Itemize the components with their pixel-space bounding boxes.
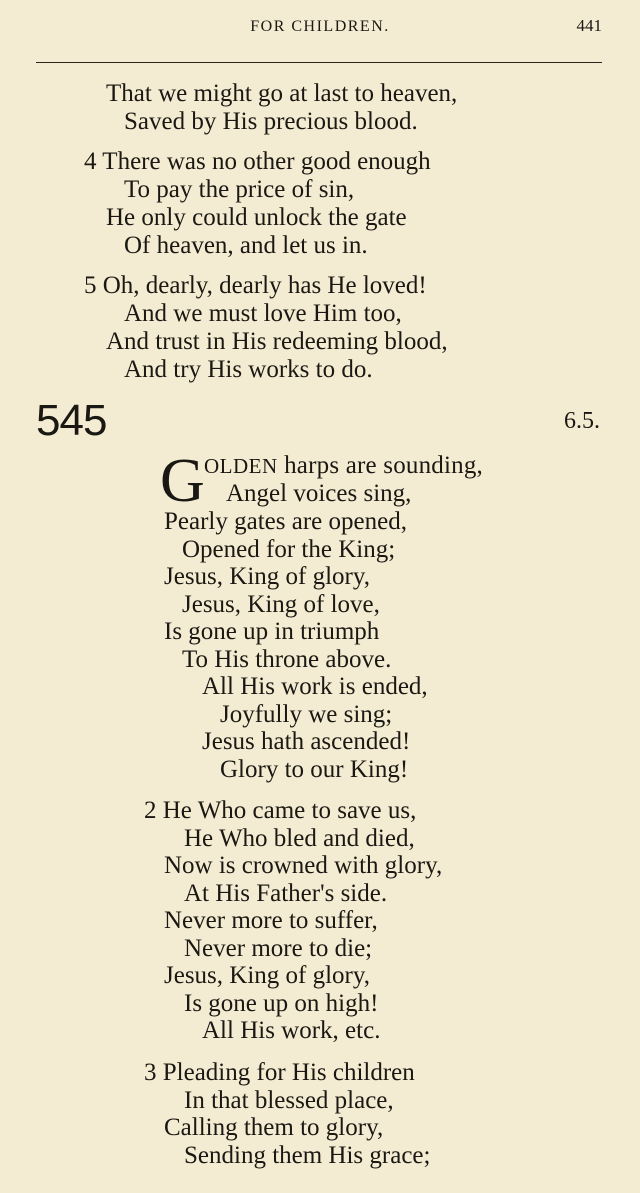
- verse-line: Of heaven, and let us in.: [124, 232, 368, 259]
- verse-line: Is gone up in triumph: [164, 618, 380, 645]
- verse-line: Glory to our King!: [220, 756, 409, 783]
- hymn-meter: 6.5.: [564, 408, 600, 434]
- verse-line: Angel voices sing,: [226, 480, 412, 507]
- running-header: FOR CHILDREN.: [250, 18, 390, 35]
- verse-line: 4 There was no other good enough: [84, 148, 431, 175]
- verse-line: To His throne above.: [182, 646, 392, 673]
- header-rule: [36, 62, 602, 63]
- verse-line: At His Father's side.: [184, 880, 388, 907]
- verse-line: Joyfully we sing;: [220, 701, 393, 728]
- first-line-rest: harps are sounding,: [277, 452, 483, 479]
- verse-line: Pearly gates are opened,: [164, 508, 407, 535]
- verse-line: Is gone up on high!: [184, 990, 379, 1017]
- verse-line: And trust in His redeeming blood,: [106, 328, 448, 355]
- verse-line: Opened for the King;: [182, 536, 396, 563]
- verse-line: To pay the price of sin,: [124, 176, 355, 203]
- verse-line: Never more to die;: [184, 935, 373, 962]
- verse-line: All His work is ended,: [202, 673, 428, 700]
- verse-line: That we might go at last to heaven,: [106, 80, 458, 107]
- drop-cap: G: [160, 447, 205, 515]
- verse-line: Jesus hath ascended!: [202, 728, 411, 755]
- verse-line: Saved by His precious blood.: [124, 108, 418, 135]
- verse-line: He Who bled and died,: [184, 825, 415, 852]
- verse-line: Jesus, King of love,: [182, 591, 380, 618]
- verse-line: Calling them to glory,: [164, 1114, 384, 1141]
- verse-line: And we must love Him too,: [124, 300, 402, 327]
- verse-line: Now is crowned with glory,: [164, 852, 443, 879]
- verse-line: And try His works to do.: [124, 356, 373, 383]
- verse-line: 5 Oh, dearly, dearly has He loved!: [84, 272, 427, 299]
- verse-line: Sending them His grace;: [184, 1142, 431, 1169]
- first-line: [204, 452, 483, 480]
- verse-line: He only could unlock the gate: [106, 204, 407, 231]
- verse-line: 3 Pleading for His children: [144, 1059, 415, 1086]
- verse-line: All His work, etc.: [202, 1017, 381, 1044]
- verse-line: Jesus, King of glory,: [164, 962, 371, 989]
- hymn-number: 545: [36, 396, 107, 445]
- page-number: 441: [576, 16, 602, 35]
- first-line-caps: OLDEN: [204, 454, 278, 478]
- verse-line: 2 He Who came to save us,: [144, 797, 417, 824]
- verse-line: In that blessed place,: [184, 1087, 394, 1114]
- verse-line: Never more to suffer,: [164, 907, 378, 934]
- verse-line: Jesus, King of glory,: [164, 563, 371, 590]
